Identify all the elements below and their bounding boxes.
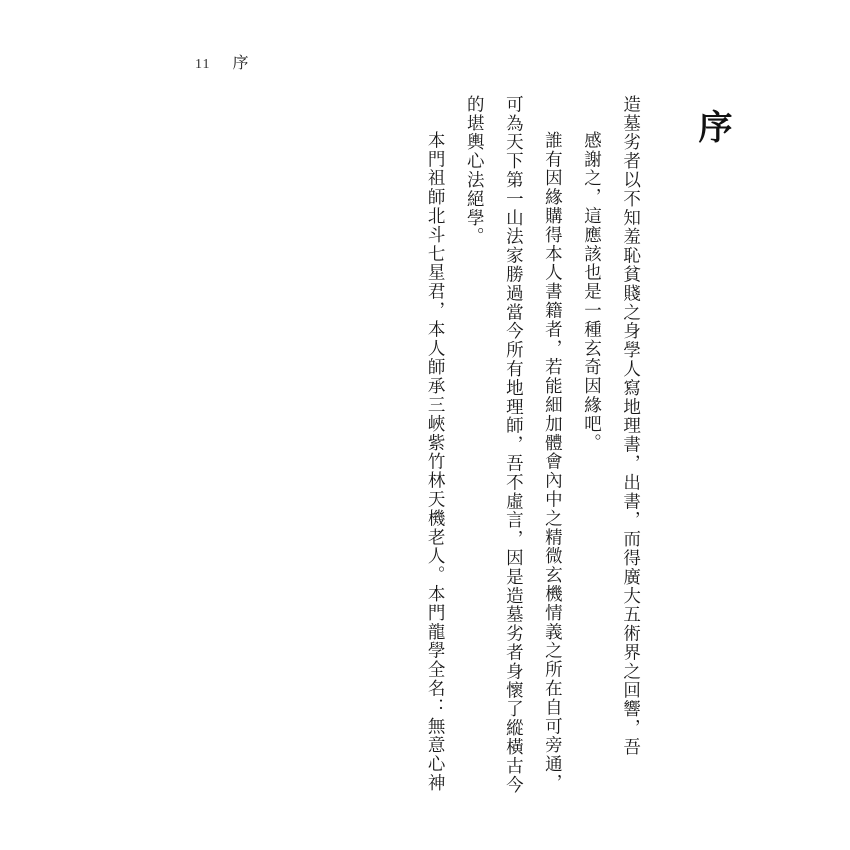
vertical-text-block xyxy=(412,95,730,795)
running-header xyxy=(195,50,250,73)
page-body xyxy=(200,95,730,795)
text-column-5: 的堪輿心法絕學。 xyxy=(465,95,486,247)
text-column-6: 本門祖師北斗七星君，本人師承三峽紫竹林天機老人。本門龍學全名：無意心神 xyxy=(426,131,447,793)
chapter-title: 序 xyxy=(693,109,730,146)
header-chapter-title: 序 xyxy=(232,55,250,72)
text-column-4: 可為天下第一山法家勝過當今所有地理師，吾不虛言，因是造墓劣者身懷了縱橫古今 xyxy=(504,95,525,795)
text-column-3: 誰有因緣購得本人書籍者，若能細加體會內中之精微玄機情義之所在自可旁通， xyxy=(543,131,564,793)
text-column-2: 感謝之，這應該也是一種玄奇因緣吧。 xyxy=(582,131,603,453)
text-column-1: 造墓劣者以不知羞恥貧賤之身學人寫地理書，出書，而得廣大五術界之回響，吾 xyxy=(621,95,642,757)
page-number: 11 xyxy=(195,57,211,72)
